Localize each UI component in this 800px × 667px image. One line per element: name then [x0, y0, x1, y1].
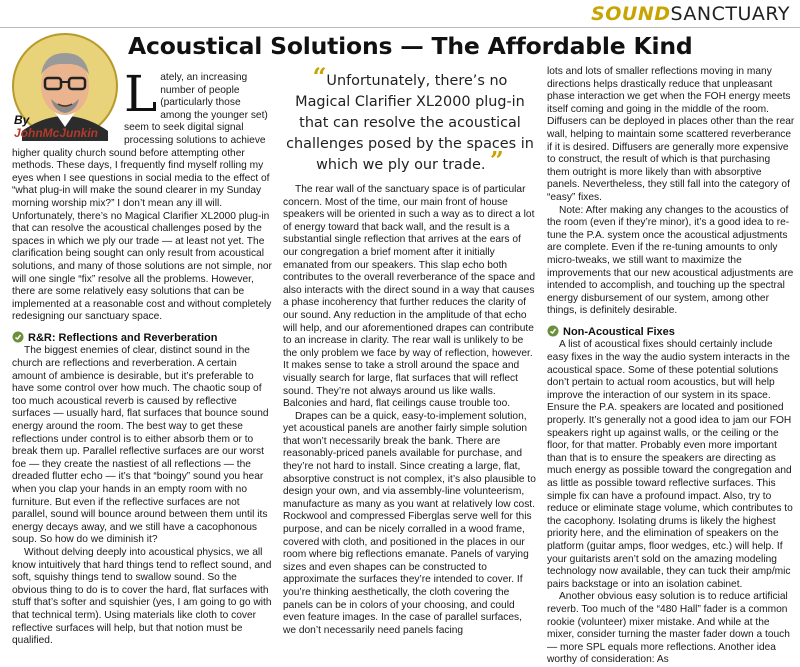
byline-author: JohnMcJunkin — [14, 126, 99, 140]
paragraph: lots and lots of smaller reflections moving in many directions helps drastically reduce that unpleasant phase interaction we get when the FOH energy meets itself coming and going in the middle of the room. Diffusers can be deployed in places other than the rear wall, helping to maintain some scattered reverberance if it is desired. Diffusers are generally more expensive to construct, the result of which is that purchasing them outright is more likely than with absorptive panels. Nevertheless, they still fall into the category of “easy” fixes. — [547, 66, 795, 203]
intro-text: ately, an increasing number of people (particularly those among the younger set) seem to seek digital signal processing solutions to achieve higher quality church sound before attempting other methods. These days, I frequently find myself rolling my eyes when I see questions in social media to the effect of “what plug-in will make the sound clearer in my Sunday morning worship mix?” I don’t mean any ill will. Unfortunately, there’s no Magical Clarifier XL2000 plug-in that can resolve the acoustical challenges posed by the spaces in which we ply our trade — at least not yet. The clarification being sought can only result from acoustical solutions, and many of those solutions are not simple, nor will one single “fix” resolve all the problems. However, there are some relatively easy solutions that can be implemented at a reasonable cost and without completely redesigning our sanctuary space. — [12, 72, 272, 323]
column-2 — [283, 184, 536, 636]
drop-cap: L — [124, 65, 158, 123]
masthead-rule — [0, 27, 800, 28]
subhead-non-acoustical — [547, 325, 795, 339]
paragraph: Drapes can be a quick, easy-to-implement solution, yet acoustical panels are another fairly simple solution that won’t necessarily break the bank. There are reasonably-priced panels available for purchase, and they’re not hard to install. Since creating a large, flat, absorptive construct is not complex, it’s also plausible to design your own, and via assembly-line volunteerism, manufacture as many as you want at relatively low cost. Rockwool and compressed Fiberglas serve well for this purpose, and can be nicely corralled in a wood frame, covered with cloth, and positioned in the places in our room where big reflections emanate. Panels of varying sizes and even shapes can be constructed to approximate the surfaces they’re intended to cover. If you’re thinking aesthetically, the cloth covering the panels can be in colors of your choosing, and could even feature images. In the case of parallel surfaces, we don’t necessarily need panels facing — [283, 410, 536, 636]
paragraph: Another obvious easy solution is to reduce artificial reverb. Too much of the “480 Hall” fader is a common rookie (volunteer) mixer mistake. And while at the mixer, consider turning the master fader down a touch — more SPL equals more reflections. Another idea worthy of consideration: As — [547, 591, 790, 666]
article-title: Acoustical Solutions — The Affordable Kind — [128, 32, 693, 60]
masthead-sound: SOUND — [591, 3, 671, 25]
pull-quote-close: ” — [490, 146, 504, 175]
subhead-reflections — [12, 331, 272, 345]
leaf-bullet-icon — [12, 331, 24, 343]
paragraph: Note: After making any changes to the acoustics of the room (even if they’re minor), it’s a good idea to re-tune the P.A. system once the acoustical adjustments are complete. Even if the re-tuning amounts to only micro-tweaks, we still want to maximize the improvements that our new acoustical adjustments are intended to accomplish, and touching up the spectral energy disbursement of our system, among other things, is definitely desirable. — [547, 204, 794, 317]
masthead-sanctuary: SANCTUARY — [670, 3, 790, 25]
column-1 — [12, 65, 272, 647]
pull-quote-open: “ — [312, 62, 327, 91]
subhead-text: R&R: Reflections and Reverberation — [28, 331, 218, 344]
paragraph: The rear wall of the sanctuary space is of particular concern. Most of the time, our main front of house speakers will be oriented in such a way as to direct a lot of energy toward that back wall, and the result is a substantial single reflection that arrives at the ears of our congregation a brief moment after it initially emanated from our speakers. This slap echo both contributes to the overall reverberance of the space and also interacts with the direct sound in a way that causes a phase incoherency that further reduces the clarity of our sound. Any reduction in the amplitude of that echo will help, and our aforementioned drapes can contribute to an increase in clarity. The rear wall is unlikely to be the only problem we face by way of reflection, however. It makes sense to take a stroll around the space and visually search for large, flat surfaces that will reflect sound. They’re not always around us like walls. Balconies and hard, flat ceilings cause trouble too. — [283, 184, 536, 410]
leaf-bullet-icon — [547, 325, 559, 337]
paragraph: The biggest enemies of clear, distinct sound in the church are reflections and reverberation. A certain amount of ambience is desirable, but it’s preferable to have some control over how much. The chaotic soup of too much acoustical reverb is caused by reflective surfaces — usually hard, flat surfaces that bounce sound energy around the room. The best way to get these reflections under control is to either absorb them or to break them up. Parallel reflective surfaces are our worst foe — they create the nastiest of all reflections — the dreaded flutter echo — it’s that “boingy” sound you hear when you clap your hands in an empty room with no furniture. But even if the reflective surfaces are not parallel, sound will bounce around between them until its energy decays away, and we still have a cacophonous soup. So how do we diminish it? — [12, 345, 269, 546]
pull-quote — [285, 62, 535, 176]
pull-quote-text: Unfortunately, there’s no Magical Clarifier XL2000 plug-in that can resolve the acoustical challenges posed by the spaces in which we ply our trade. — [286, 73, 534, 173]
paragraph: A list of acoustical fixes should certainly include easy fixes in the way the audio system interacts in the acoustical space. Some of these potential solutions don’t pertain to actual room acoustics, but will help improve the interaction of our system in its space. Ensure the P.A. speakers are located and positioned properly. It’s generally not a good idea to jam our FOH speakers right up against walls, or the ceiling or the floor, for that matter. Probably even more important than that is to ensure the speakers are directing as much energy as possible toward the congregation and as little as possible toward reflective surfaces. This simple fix can have a profound impact. Also, try to reduce or eliminate stage volume, which contributes to the cacophony. Isolating drums is likely the highest priority here, and the elimination of speakers on the platform (guitar amps, floor wedges, etc.) will help. If your guitarists aren’t sold on the amazing modeling technology now available, they can tuck their amp/mic pairs backstage or into an isolation cabinet. — [547, 339, 793, 590]
paragraph: Without delving deeply into acoustical physics, we all know intuitively that hard things tend to reflect sound, and soft, squishy things tend to swallow sound. So the obvious thing to do is to cover the hard, flat surfaces with stuff that’s softer and squishier (yes, I am going to go with that technical term). Using materials like cloth to cover reflective surfaces will help, but that notion must be qualified. — [12, 546, 272, 647]
byline-by: By — [14, 113, 30, 127]
avatar-wrap-space — [12, 72, 124, 143]
masthead — [591, 3, 790, 25]
column-3 — [547, 66, 795, 666]
subhead-text: Non-Acoustical Fixes — [563, 325, 675, 338]
